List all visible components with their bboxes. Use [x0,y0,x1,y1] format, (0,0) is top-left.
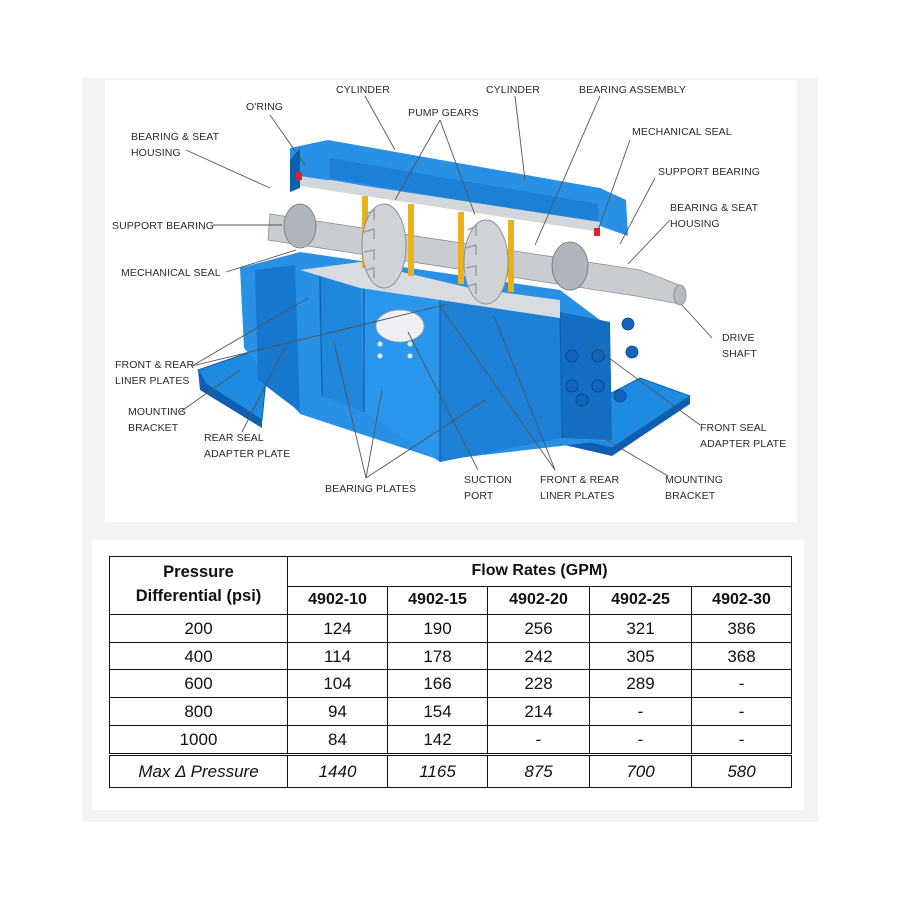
flow-cell: - [692,698,792,726]
label-mounting-bracket-right-line2: BRACKET [665,490,716,502]
flow-cell: - [590,726,692,755]
flow-cell: 154 [388,698,488,726]
flow-cell: - [692,726,792,755]
pressure-cell: 1000 [110,726,288,755]
label-front-seal-adapter-plate-line2: ADAPTER PLATE [700,438,787,450]
flow-cell: 289 [590,670,692,698]
label-bearing-seat-housing-right: BEARING & SEAT [670,202,759,214]
label-o-ring: O'RING [246,101,284,113]
pump-illustration [198,140,690,462]
max-pressure-row [110,755,792,788]
label-bearing-assembly: BEARING ASSEMBLY [579,84,687,96]
pressure-header-line1: Pressure [163,563,234,582]
flow-cell: 256 [488,614,590,642]
flow-cell: 214 [488,698,590,726]
max-pressure-label: Max Δ Pressure [110,755,288,788]
label-bearing-plates: BEARING PLATES [325,483,417,495]
flow-cell: 178 [388,642,488,670]
flow-cell: 104 [288,670,388,698]
o-ring-left [296,172,302,180]
pressure-cell: 800 [110,698,288,726]
flow-rates-group-header: Flow Rates (GPM) [288,557,792,587]
label-mounting-bracket-right: MOUNTING [665,474,723,486]
max-pressure-cell: 700 [590,755,692,788]
label-front-rear-liner-plates-right-line2: LINER PLATES [540,490,615,502]
flow-cell: 305 [590,642,692,670]
table-row [110,670,792,698]
o-ring-right [594,228,600,236]
max-pressure-cell: 580 [692,755,792,788]
label-front-rear-liner-plates-left: FRONT & REAR [115,359,195,371]
label-front-rear-liner-plates-left-line2: LINER PLATES [115,375,190,387]
label-rear-seal-adapter-plate: REAR SEAL [204,432,264,444]
label-mounting-bracket-left-line2: BRACKET [128,422,179,434]
label-front-rear-liner-plates-right: FRONT & REAR [540,474,620,486]
label-mechanical-seal-right: MECHANICAL SEAL [632,126,732,138]
flow-cell: - [590,698,692,726]
flow-cell: 124 [288,614,388,642]
pressure-header-line2: Differential (psi) [135,587,262,606]
flow-cell: - [488,726,590,755]
pump-gear-right [464,220,508,304]
pressure-cell: 200 [110,614,288,642]
model-header: 4902-10 [288,586,388,614]
label-bearing-seat-housing-right-line2: HOUSING [670,218,720,230]
flow-cell: 228 [488,670,590,698]
flow-cell: 242 [488,642,590,670]
flow-cell: 94 [288,698,388,726]
flow-cell: - [692,670,792,698]
max-pressure-cell: 875 [488,755,590,788]
flow-rate-table [109,556,792,788]
flow-cell: 166 [388,670,488,698]
label-drive-shaft: DRIVE [722,332,755,344]
flow-cell: 84 [288,726,388,755]
flow-cell: 114 [288,642,388,670]
table-row [110,614,792,642]
label-cylinder-left: CYLINDER [336,84,390,96]
model-header: 4902-15 [388,586,488,614]
label-bearing-seat-housing-left-line2: HOUSING [131,147,181,159]
model-header: 4902-30 [692,586,792,614]
pressure-cell: 400 [110,642,288,670]
label-bearing-seat-housing-left: BEARING & SEAT [131,131,220,143]
flow-cell: 368 [692,642,792,670]
label-cylinder-right: CYLINDER [486,84,540,96]
table-row [110,642,792,670]
pump-gear-left [362,204,406,288]
table-row [110,726,792,755]
model-header: 4902-20 [488,586,590,614]
label-support-bearing-left: SUPPORT BEARING [112,220,215,232]
max-pressure-cell: 1165 [388,755,488,788]
flow-cell: 386 [692,614,792,642]
label-suction-port: SUCTION [464,474,512,486]
label-suction-port-line2: PORT [464,490,494,502]
label-rear-seal-adapter-plate-line2: ADAPTER PLATE [204,448,291,460]
label-mechanical-seal-left: MECHANICAL SEAL [121,267,221,279]
label-front-seal-adapter-plate: FRONT SEAL [700,422,767,434]
label-mounting-bracket-left: MOUNTING [128,406,186,418]
label-drive-shaft-line2: SHAFT [722,348,757,360]
pressure-differential-header [110,557,288,615]
flow-cell: 321 [590,614,692,642]
label-support-bearing-right: SUPPORT BEARING [658,166,761,178]
label-pump-gears: PUMP GEARS [408,107,479,119]
flow-cell: 142 [388,726,488,755]
flow-cell: 190 [388,614,488,642]
table-row [110,698,792,726]
pressure-cell: 600 [110,670,288,698]
model-header: 4902-25 [590,586,692,614]
max-pressure-cell: 1440 [288,755,388,788]
